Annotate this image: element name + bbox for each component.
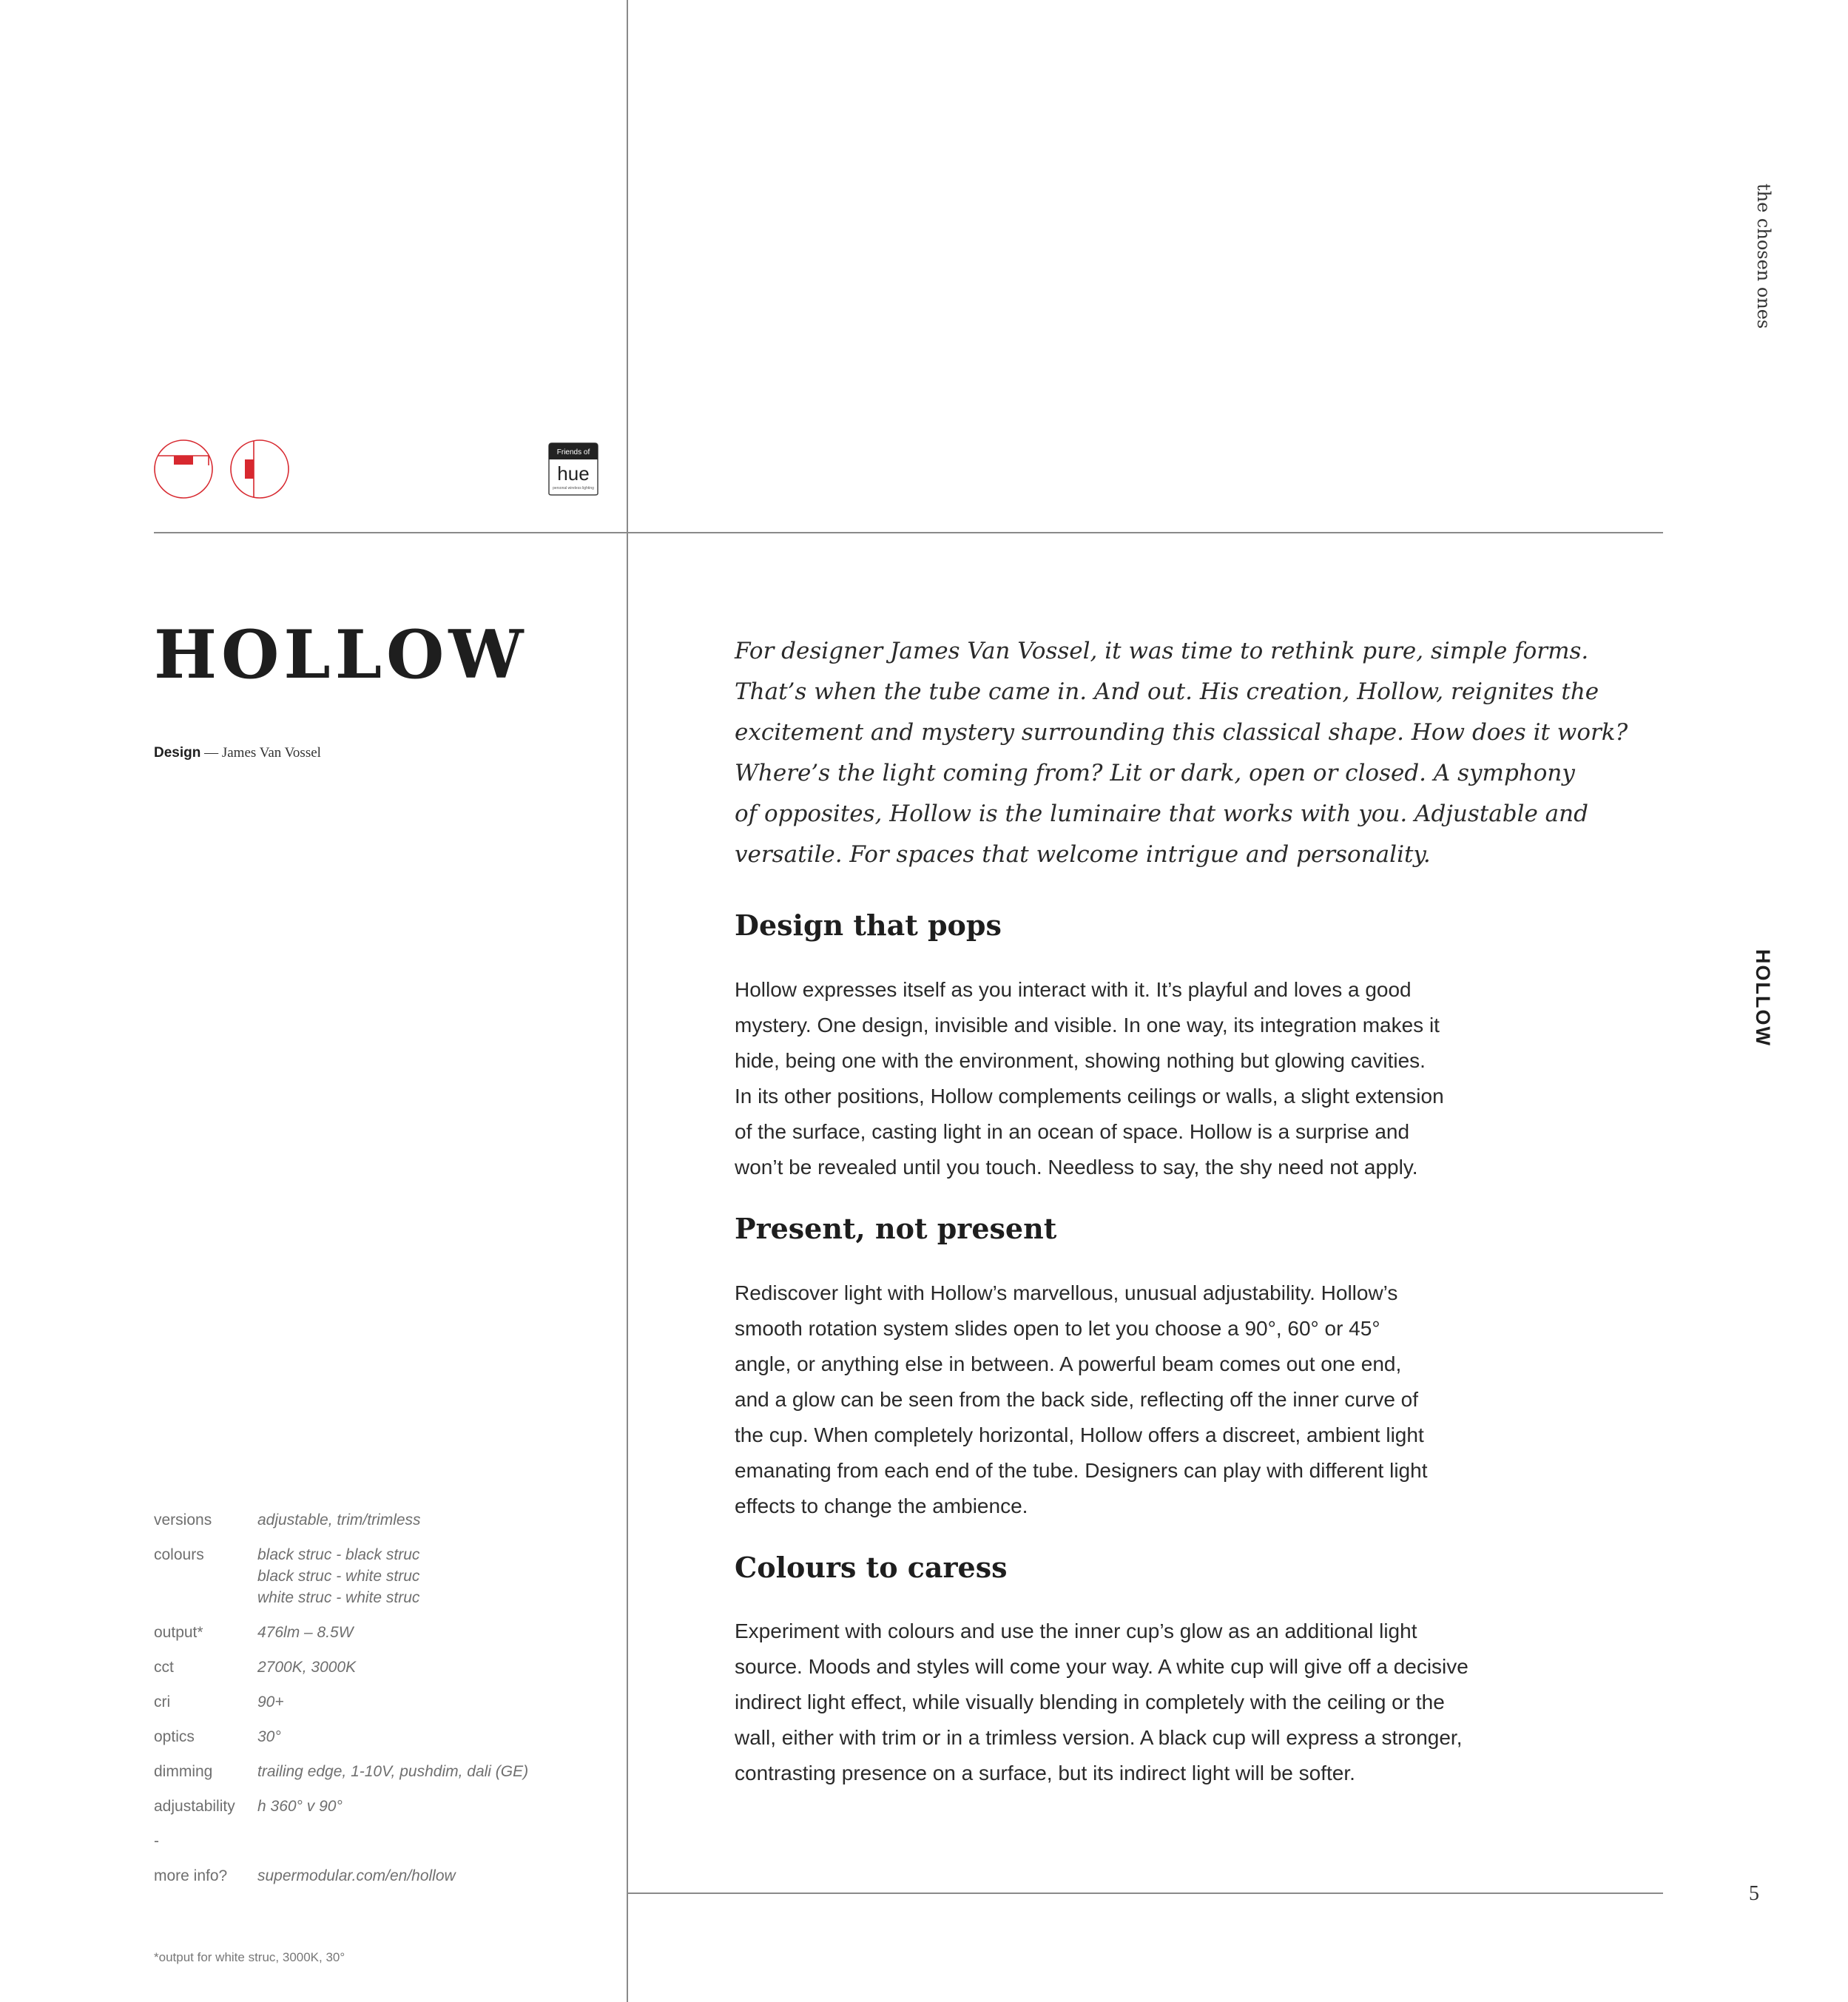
body-line: In its other positions, Hollow complements ceilings or walls, a slight extension <box>735 1085 1444 1108</box>
product-title: HOLLOW <box>154 616 528 694</box>
page-number: 5 <box>1749 1882 1759 1905</box>
body-line: angle, or anything else in between. A powerful beam comes out one end, <box>735 1352 1402 1375</box>
svg-text:personal wireless lighting: personal wireless lighting <box>553 486 594 491</box>
body-line: Rediscover light with Hollow’s marvellous, unusual adjustability. Hollow’s <box>735 1281 1398 1304</box>
intro-line: For designer James Van Vossel, it was time to rethink pure, simple forms. <box>735 638 1589 664</box>
spec-value: adjustable, trim/trimless <box>257 1511 421 1529</box>
spec-label: output* <box>154 1624 203 1641</box>
spec-row-more-info <box>154 1865 613 1887</box>
intro-line: versatile. For spaces that welcome intrigue and personality. <box>735 841 1431 868</box>
spec-row-optics <box>154 1726 613 1747</box>
spec-label: cct <box>154 1659 174 1676</box>
colour-option: white struc - white struc <box>257 1589 420 1606</box>
friends-of-hue-logo <box>547 442 599 496</box>
designer-name: James Van Vossel <box>221 745 321 761</box>
intro-line: of opposites, Hollow is the luminaire that works with you. Adjustable and <box>735 801 1588 827</box>
colour-option: black struc - black struc <box>257 1546 420 1563</box>
spec-value: trailing edge, 1-10V, pushdim, dali (GE) <box>257 1763 529 1780</box>
spec-row-dimming <box>154 1761 613 1782</box>
body-line: hide, being one with the environment, showing nothing but glowing cavities. <box>735 1049 1426 1072</box>
design-credit <box>154 745 321 761</box>
spec-row-output <box>154 1622 613 1643</box>
spec-row-adjustability <box>154 1796 613 1817</box>
spec-row-cri <box>154 1691 613 1713</box>
intro-line: That’s when the tube came in. And out. His creation, Hollow, reignites the <box>735 678 1599 705</box>
section-heading-colours: Colours to caress <box>735 1551 1008 1584</box>
spec-table <box>154 1509 613 1900</box>
body-line: of the surface, casting light in an ocean of space. Hollow is a surprise and <box>735 1120 1410 1143</box>
body-line: indirect light effect, while visually blending in completely with the ceiling or the <box>735 1691 1445 1713</box>
body-line: Experiment with colours and use the inner cup’s glow as an additional light <box>735 1620 1417 1642</box>
body-line: and a glow can be seen from the back side, reflecting off the inner curve of <box>735 1388 1419 1411</box>
credit-separator: — <box>200 745 222 761</box>
spec-separator: - <box>154 1833 159 1850</box>
svg-text:Friends of: Friends of <box>556 448 590 456</box>
spec-label: adjustability <box>154 1798 235 1815</box>
chapter-running-head: the chosen ones <box>1753 183 1774 329</box>
svg-text:hue: hue <box>557 462 590 485</box>
section-body-design <box>735 972 1563 1185</box>
body-line: source. Moods and styles will come your way. A white cup will give off a decisive <box>735 1655 1468 1678</box>
body-line: mystery. One design, invisible and visible. In one way, its integration makes it <box>735 1014 1440 1037</box>
spec-value <box>257 1544 419 1608</box>
spec-label: more info? <box>154 1867 228 1884</box>
spec-label: optics <box>154 1728 195 1745</box>
spec-row-cct <box>154 1656 613 1678</box>
spec-value: h 360° v 90° <box>257 1798 343 1815</box>
spec-label: cri <box>154 1693 171 1711</box>
body-line: smooth rotation system slides open to let you choose a 90°, 60° or 45° <box>735 1317 1380 1340</box>
body-line: the cup. When completely horizontal, Hollow offers a discreet, ambient light <box>735 1423 1424 1446</box>
horizontal-divider-top <box>154 532 1663 533</box>
section-heading-present: Present, not present <box>735 1212 1057 1245</box>
spec-value: 476lm – 8.5W <box>257 1624 354 1641</box>
spec-value: 30° <box>257 1728 281 1745</box>
body-line: emanating from each end of the tube. Designers can play with different light <box>735 1459 1428 1482</box>
more-info-link[interactable]: supermodular.com/en/hollow <box>257 1867 456 1884</box>
spec-label: dimming <box>154 1763 213 1780</box>
body-line: effects to change the ambience. <box>735 1494 1028 1517</box>
intro-paragraph <box>735 631 1628 875</box>
spec-row-colours <box>154 1544 613 1608</box>
wall-mount-icon <box>230 439 289 499</box>
spec-value: 90+ <box>257 1693 284 1711</box>
credit-label: Design <box>154 745 201 761</box>
section-heading-design: Design that pops <box>735 909 1002 942</box>
intro-line: excitement and mystery surrounding this classical shape. How does it work? <box>735 719 1628 746</box>
ceiling-mount-icon <box>154 439 213 499</box>
spec-label: versions <box>154 1511 212 1529</box>
body-line: won’t be revealed until you touch. Needless to say, the shy need not apply. <box>735 1156 1418 1179</box>
body-line: Hollow expresses itself as you interact with it. It’s playful and loves a good <box>735 978 1412 1001</box>
intro-line: Where’s the light coming from? Lit or dark, open or closed. A symphony <box>735 760 1575 786</box>
horizontal-divider-bottom <box>627 1893 1663 1894</box>
vertical-divider <box>627 0 628 2002</box>
spec-row-versions <box>154 1509 613 1531</box>
spec-label: colours <box>154 1546 204 1563</box>
product-running-head: HOLLOW <box>1752 949 1774 1047</box>
colour-option: black struc - white struc <box>257 1568 420 1585</box>
body-line: wall, either with trim or in a trimless version. A black cup will express a stronger, <box>735 1726 1463 1749</box>
section-body-present <box>735 1275 1563 1524</box>
spec-value: 2700K, 3000K <box>257 1659 357 1676</box>
footnote: *output for white struc, 3000K, 30° <box>154 1950 345 1964</box>
section-body-colours <box>735 1614 1563 1791</box>
body-line: contrasting presence on a surface, but its indirect light will be softer. <box>735 1762 1355 1784</box>
